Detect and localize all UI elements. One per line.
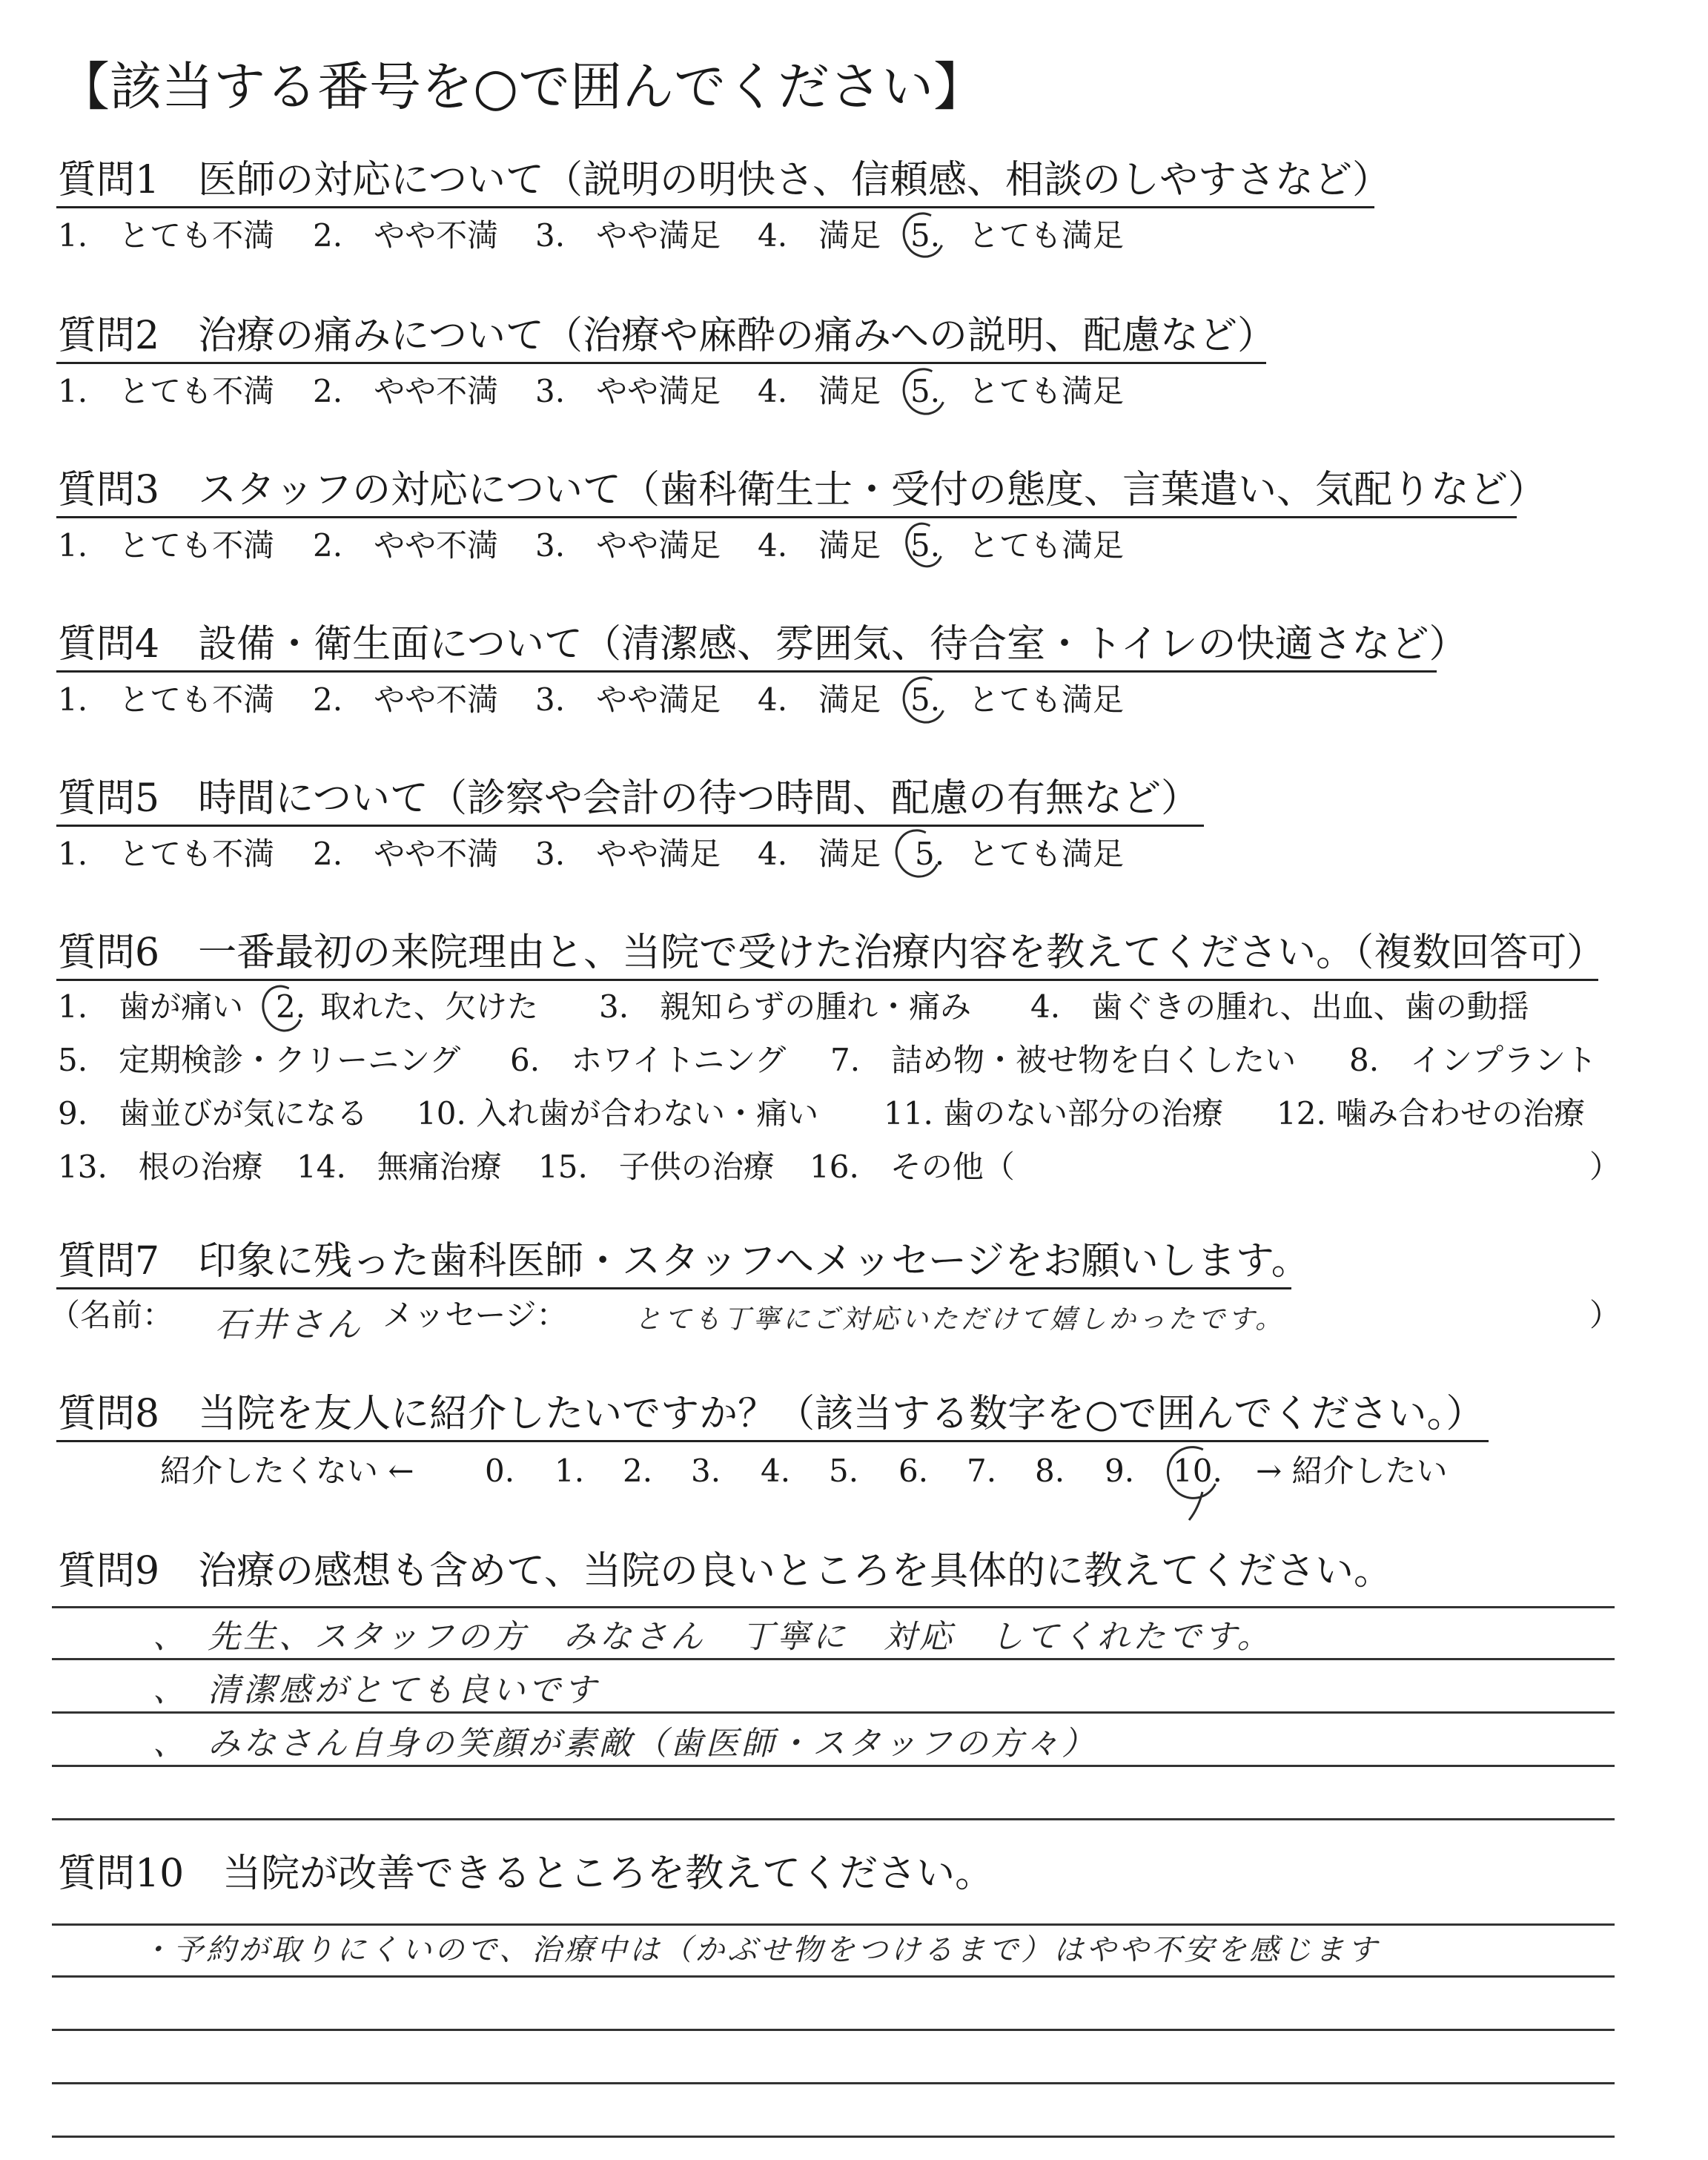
question-4-title: 質問4 設備・衛生面について（清潔感、雰囲気、待合室・トイレの快適さなど） xyxy=(58,622,1468,667)
q6-option-8[interactable]: 8. インプラント xyxy=(1349,1042,1598,1078)
q3-option-3[interactable]: 3. やや満足 xyxy=(535,527,721,564)
q7-message-value[interactable]: とても丁寧にご対応いただけて嬉しかったです。 xyxy=(635,1304,1285,1335)
q9-answer-3[interactable]: 、 みなさん自身の笑顔が素敵（歯医師・スタッフの方々） xyxy=(153,1725,1097,1763)
q6-option-2-label: 取れた、欠けた xyxy=(320,988,539,1025)
q8-scale-2[interactable]: 2. xyxy=(623,1453,653,1489)
q1-option-3[interactable]: 3. やや満足 xyxy=(535,217,721,254)
question-8-underline xyxy=(56,1440,1489,1442)
q2-option-1[interactable]: 1. とても不満 xyxy=(58,373,275,409)
q1-option-4[interactable]: 4. 満足 xyxy=(758,217,881,254)
question-4-underline xyxy=(56,670,1437,673)
question-5-underline xyxy=(56,825,1204,827)
q1-answer-circle xyxy=(896,206,951,263)
q10-answer-1[interactable]: ・予約が取りにくいので、治療中は（かぶせ物をつけるまで）はやや不安を感じます xyxy=(141,1933,1380,1967)
q8-answer-tail xyxy=(1186,1490,1208,1523)
question-7-title: 質問7 印象に残った歯科医師・スタッフへメッセージをお願いします。 xyxy=(58,1239,1310,1284)
q8-scale-9[interactable]: 9. xyxy=(1105,1453,1135,1489)
q4-option-2[interactable]: 2. やや不満 xyxy=(313,681,499,718)
q2-option-5[interactable]: 5. xyxy=(910,373,941,409)
q6-option-6[interactable]: 6. ホワイトニング xyxy=(510,1042,787,1078)
q9-answer-line xyxy=(52,1711,1615,1714)
q4-option-5-label: とても満足 xyxy=(968,681,1125,718)
q6-option-13[interactable]: 13. 根の治療 xyxy=(58,1149,263,1185)
q8-right-label: → 紹介したい xyxy=(1256,1453,1448,1489)
q6-option-11[interactable]: 11. 歯のない部分の治療 xyxy=(884,1095,1224,1132)
q7-name-label: （名前： xyxy=(49,1297,174,1333)
q4-answer-circle xyxy=(896,670,953,730)
page-title: 【該当する番号を○で囲んでください】 xyxy=(58,56,986,117)
q2-option-4[interactable]: 4. 満足 xyxy=(758,373,881,409)
q3-answer-circle xyxy=(899,517,950,572)
question-6-title: 質問6 一番最初の来院理由と、当院で受けた治療内容を教えてください。（複数回答可） xyxy=(58,931,1606,975)
q6-option-3[interactable]: 3. 親知らずの腫れ・痛み xyxy=(599,988,972,1025)
q2-option-2[interactable]: 2. やや不満 xyxy=(313,373,499,409)
q9-answer-line xyxy=(52,1606,1615,1608)
q8-scale-10[interactable]: 10. xyxy=(1173,1453,1222,1489)
q4-option-5[interactable]: 5. xyxy=(910,681,941,718)
question-8-title: 質問8 当院を友人に紹介したいですか？（該当する数字を○で囲んでください。） xyxy=(58,1392,1485,1436)
q5-option-5-label: とても満足 xyxy=(968,836,1125,872)
q9-answer-line xyxy=(52,1658,1615,1660)
q9-answer-line xyxy=(52,1818,1615,1820)
question-2-title: 質問2 治療の痛みについて（治療や麻酔の痛みへの説明、配慮など） xyxy=(58,314,1277,358)
q10-answer-line xyxy=(52,2082,1615,2084)
q5-option-4[interactable]: 4. 満足 xyxy=(758,836,881,872)
q4-option-3[interactable]: 3. やや満足 xyxy=(535,681,721,718)
q1-option-2[interactable]: 2. やや不満 xyxy=(313,217,499,254)
q1-option-1[interactable]: 1. とても不満 xyxy=(58,217,275,254)
q6-option-15[interactable]: 15. 子供の治療 xyxy=(538,1149,775,1185)
q3-option-5-label: とても満足 xyxy=(968,527,1125,564)
q6-option-14[interactable]: 14. 無痛治療 xyxy=(297,1149,502,1185)
q7-message-label: メッセージ： xyxy=(383,1297,568,1333)
q4-option-1[interactable]: 1. とても不満 xyxy=(58,681,275,718)
q1-option-5-label: とても満足 xyxy=(968,217,1125,254)
question-10-title: 質問10 当院が改善できるところを教えてください。 xyxy=(58,1852,994,1896)
question-5-title: 質問5 時間について（診察や会計の待つ時間、配慮の有無など） xyxy=(58,776,1200,821)
q2-answer-circle xyxy=(896,362,953,421)
q7-close-paren: ） xyxy=(1589,1297,1621,1333)
q8-scale-1[interactable]: 1. xyxy=(555,1453,585,1489)
q10-answer-line xyxy=(52,2029,1615,2031)
question-6-underline xyxy=(56,979,1598,981)
q5-option-2[interactable]: 2. やや不満 xyxy=(313,836,499,872)
q6-option-16[interactable]: 16. その他（ xyxy=(810,1149,1015,1185)
q3-option-2[interactable]: 2. やや不満 xyxy=(313,527,499,564)
q6-option-9[interactable]: 9. 歯並びが気になる xyxy=(58,1095,368,1132)
q6-other-close-paren: ） xyxy=(1589,1149,1621,1185)
question-1-title: 質問1 医師の対応について（説明の明快さ、信頼感、相談のしやすさなど） xyxy=(58,158,1391,202)
question-3-title: 質問3 スタッフの対応について（歯科衛生士・受付の態度、言葉遣い、気配りなど） xyxy=(58,468,1547,512)
q6-option-7[interactable]: 7. 詰め物・被せ物を白くしたい xyxy=(830,1042,1297,1078)
q6-option-1[interactable]: 1. 歯が痛い xyxy=(58,988,244,1025)
question-3-underline xyxy=(56,516,1517,518)
q8-scale-8[interactable]: 8. xyxy=(1035,1453,1065,1489)
q6-option-2[interactable]: 2. xyxy=(276,988,306,1025)
q5-option-5[interactable]: 5. xyxy=(915,836,945,872)
q8-scale-4[interactable]: 4. xyxy=(761,1453,791,1489)
q8-scale-6[interactable]: 6. xyxy=(898,1453,929,1489)
q3-option-5[interactable]: 5. xyxy=(910,527,941,564)
q6-option-5[interactable]: 5. 定期検診・クリーニング xyxy=(58,1042,461,1078)
question-1-underline xyxy=(56,206,1374,208)
q5-option-3[interactable]: 3. やや満足 xyxy=(535,836,721,872)
q5-option-1[interactable]: 1. とても不満 xyxy=(58,836,275,872)
q8-scale-5[interactable]: 5. xyxy=(829,1453,859,1489)
q9-answer-line xyxy=(52,1765,1615,1767)
q8-scale-7[interactable]: 7. xyxy=(967,1453,997,1489)
q8-scale-3[interactable]: 3. xyxy=(691,1453,721,1489)
q10-answer-line xyxy=(52,1923,1615,1926)
q2-option-5-label: とても満足 xyxy=(968,373,1125,409)
q1-option-5[interactable]: 5. xyxy=(910,217,941,254)
question-7-underline xyxy=(56,1287,1291,1289)
question-2-underline xyxy=(56,362,1266,364)
q10-answer-line xyxy=(52,2136,1615,2138)
q4-option-4[interactable]: 4. 満足 xyxy=(758,681,881,718)
q6-option-10[interactable]: 10. 入れ歯が合わない・痛い xyxy=(417,1095,819,1132)
q9-answer-1[interactable]: 、 先生、スタッフの方 みなさん 丁寧に 対応 してくれたです。 xyxy=(153,1618,1273,1656)
q9-answer-2[interactable]: 、 清潔感がとても良いです xyxy=(153,1671,599,1709)
q2-option-3[interactable]: 3. やや満足 xyxy=(535,373,721,409)
q7-name-value[interactable]: 石井さん xyxy=(215,1304,363,1344)
q8-scale-0[interactable]: 0. xyxy=(485,1453,515,1489)
q10-answer-line xyxy=(52,1975,1615,1978)
q6-option-12[interactable]: 12. 噛み合わせの治療 xyxy=(1277,1095,1586,1132)
q6-option-4[interactable]: 4. 歯ぐきの腫れ、出血、歯の動揺 xyxy=(1030,988,1529,1025)
q3-option-1[interactable]: 1. とても不満 xyxy=(58,527,275,564)
q3-option-4[interactable]: 4. 満足 xyxy=(758,527,881,564)
question-9-title: 質問9 治療の感想も含めて、当院の良いところを具体的に教えてください。 xyxy=(58,1549,1393,1593)
q8-left-label: 紹介したくない ← xyxy=(160,1453,414,1489)
